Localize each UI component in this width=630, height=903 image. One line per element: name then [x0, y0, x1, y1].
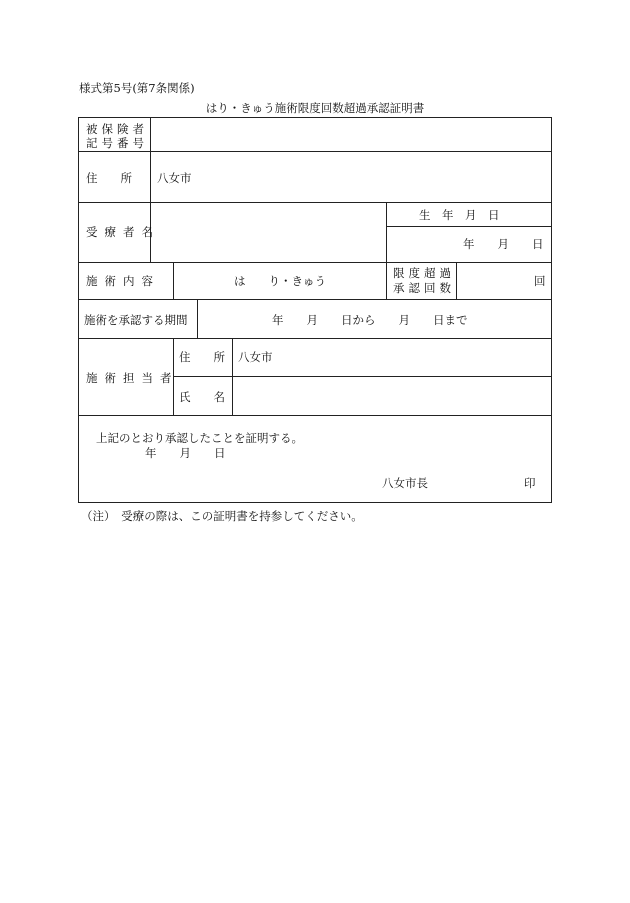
- practitioner-name-label: 氏 名: [179, 390, 225, 404]
- row-divider: [173, 376, 551, 377]
- column-divider: [197, 299, 198, 339]
- limit-exceed-label: 限度超過: [393, 266, 455, 280]
- certificate-table: [78, 117, 552, 503]
- footer-note: （注） 受療の際は、この証明書を持参してください。: [81, 509, 363, 523]
- practitioner-address-label: 住 所: [179, 350, 225, 364]
- document-title: はり・きゅう施術限度回数超過承認証明書: [205, 101, 425, 115]
- birth-date-field[interactable]: 年 月 日: [463, 237, 544, 251]
- column-divider: [232, 338, 233, 416]
- certification-statement: 上記のとおり承認したことを証明する。: [96, 431, 303, 445]
- treatment-content-label: 施術内容: [86, 274, 160, 288]
- recipient-name-label: 受療者名: [86, 225, 160, 239]
- form-number: 様式第5号(第7条関係): [79, 81, 195, 95]
- issuer-name: 八女市長: [382, 476, 428, 490]
- row-divider: [79, 415, 551, 416]
- seal-mark: 印: [524, 476, 536, 490]
- insured-number-label-2: 記号番号: [86, 136, 148, 150]
- column-divider: [386, 262, 387, 300]
- approval-period-field[interactable]: 年 月 日から 月 日まで: [272, 313, 468, 327]
- address-field[interactable]: 八女市: [157, 171, 192, 185]
- limit-exceed-label-2: 承認回数: [393, 281, 455, 295]
- column-divider: [150, 118, 151, 263]
- insured-number-label: 被保険者: [86, 122, 148, 136]
- birth-date-label: 生 年 月 日: [419, 208, 500, 222]
- column-divider: [456, 262, 457, 300]
- row-divider: [79, 299, 551, 300]
- column-divider: [386, 202, 387, 263]
- treatment-content-value: は り・きゅう: [234, 274, 326, 288]
- practitioner-address-field[interactable]: 八女市: [238, 350, 273, 364]
- column-divider: [173, 262, 174, 300]
- approved-count-unit[interactable]: 回: [534, 274, 546, 288]
- approval-period-label: 施術を承認する期間: [84, 313, 188, 327]
- certification-date[interactable]: 年 月 日: [145, 446, 226, 460]
- row-divider: [386, 226, 551, 227]
- address-label: 住 所: [86, 171, 132, 185]
- practitioner-label: 施術担当者: [86, 371, 179, 385]
- row-divider: [79, 338, 551, 339]
